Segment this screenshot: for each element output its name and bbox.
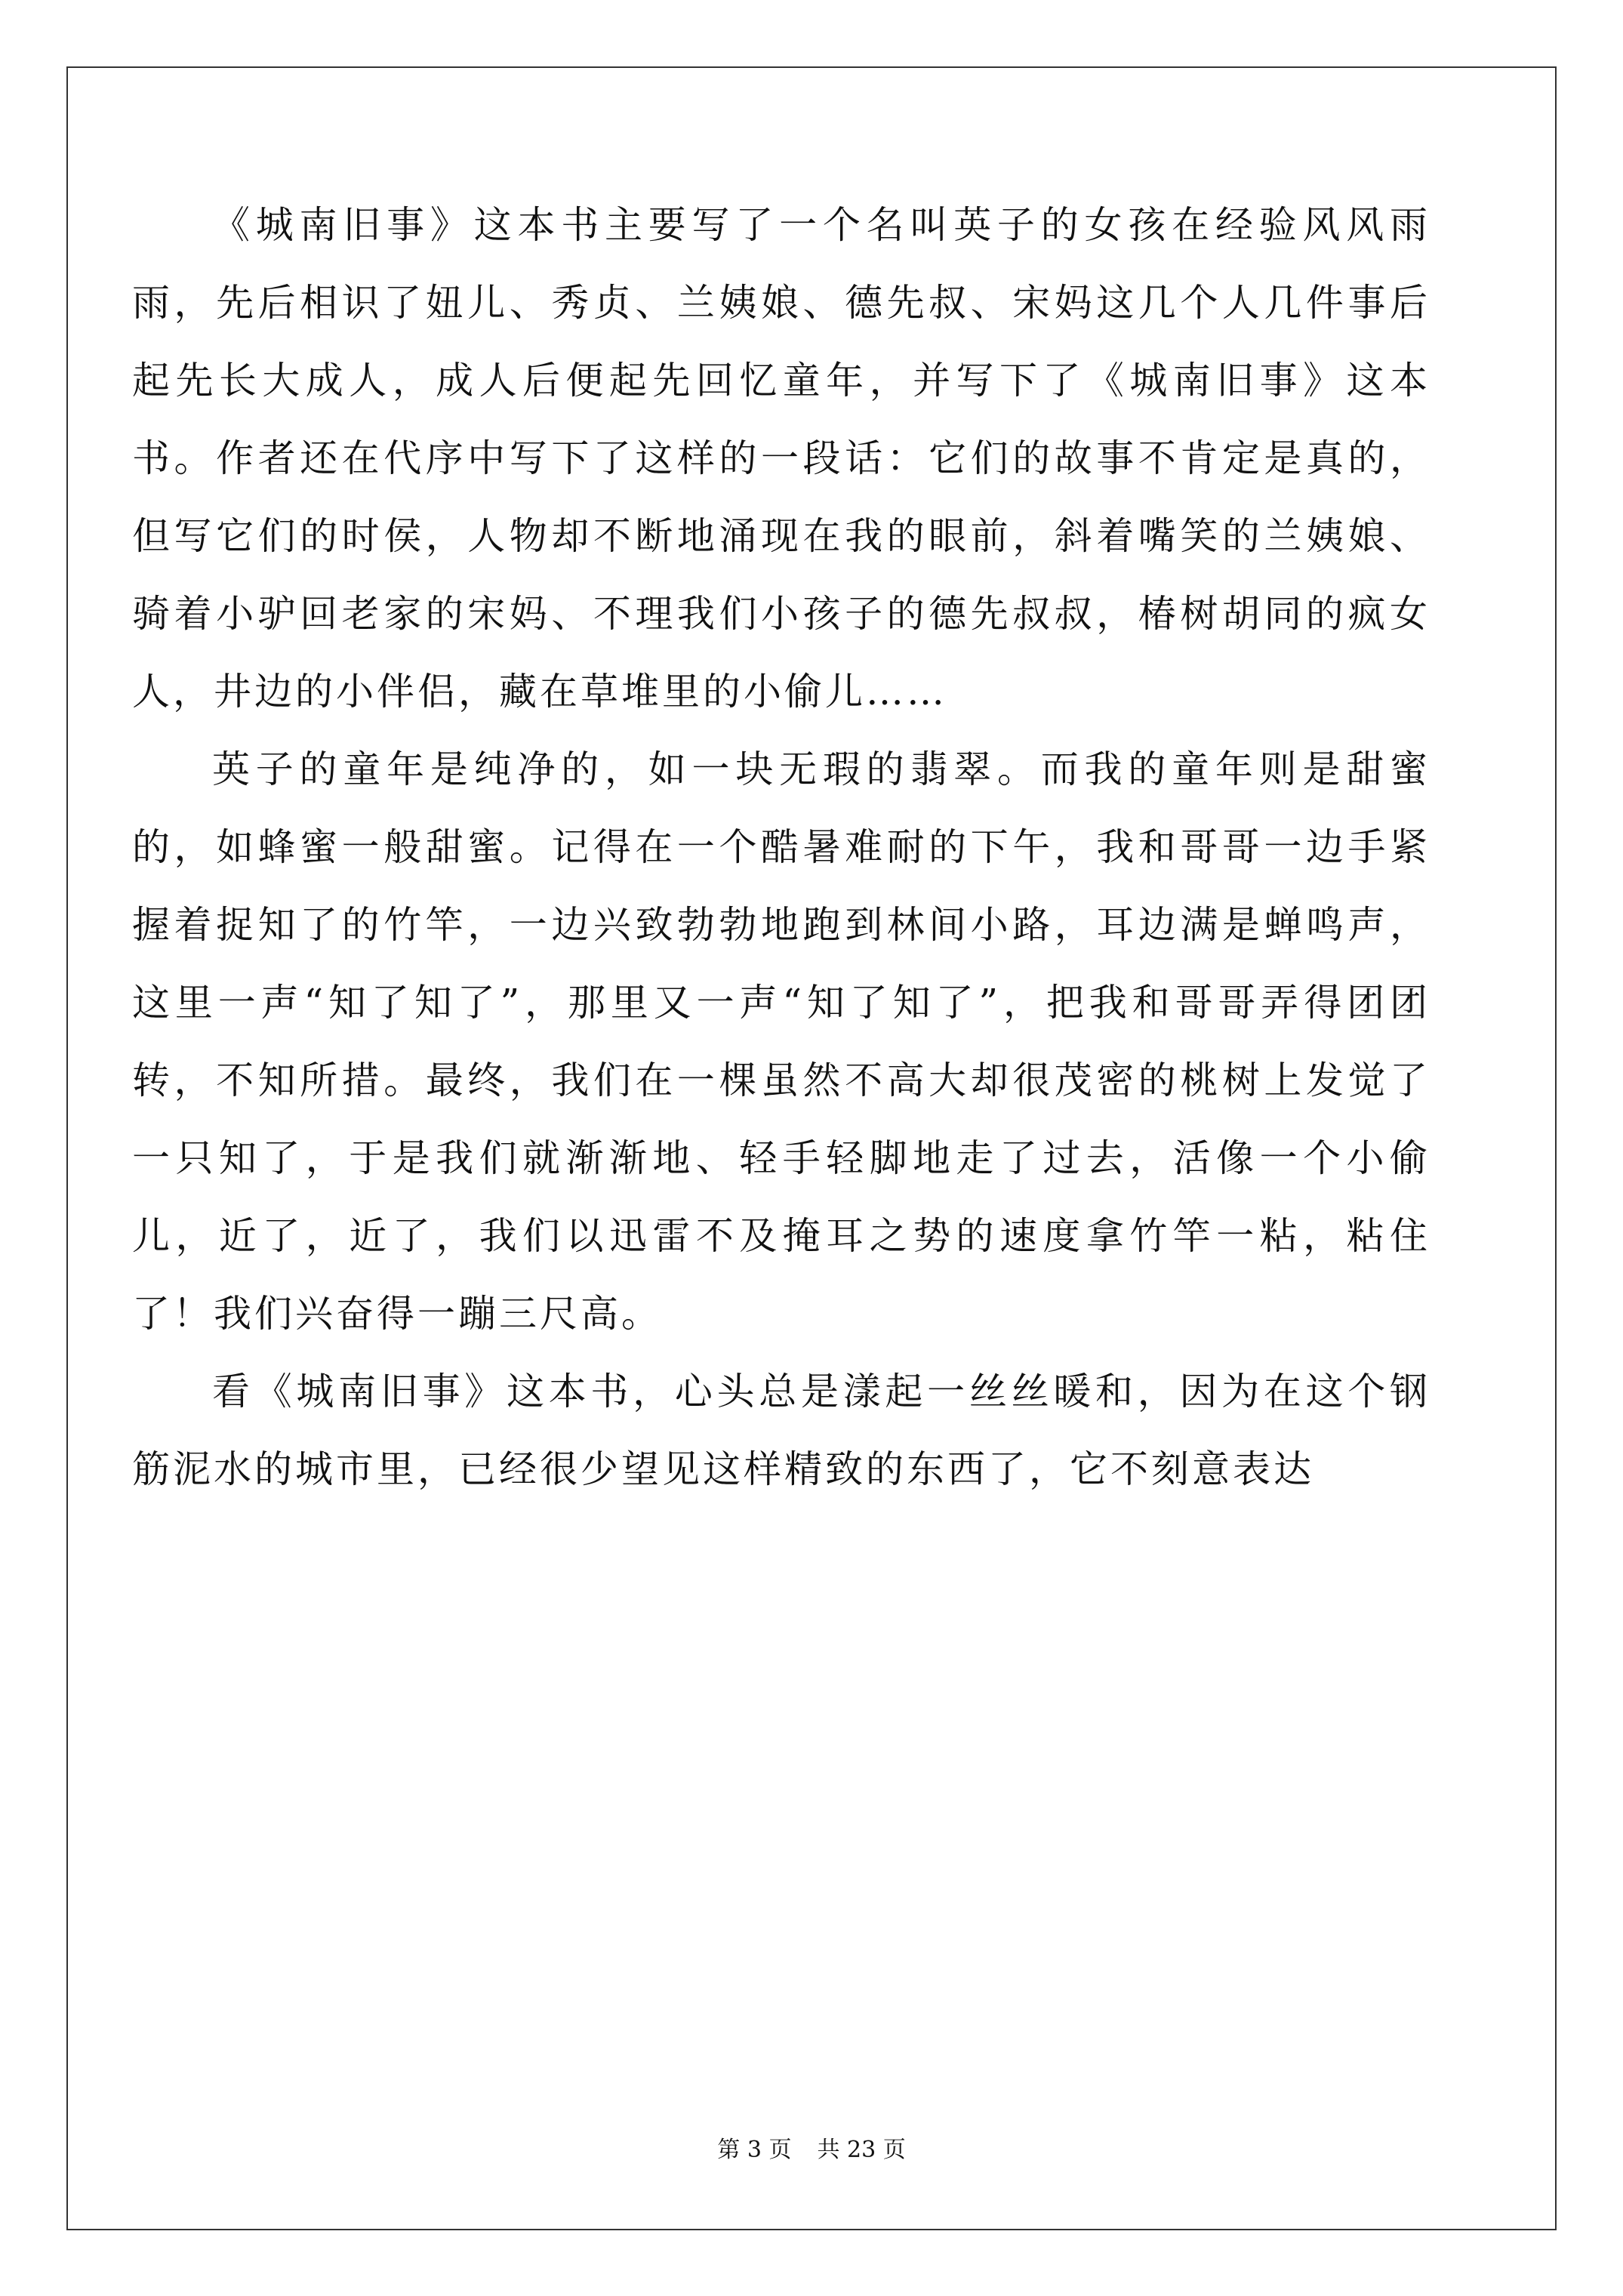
document-body: [132, 186, 1431, 1509]
paragraph-3: 看《城南旧事》这本书，心头总是漾起一丝丝暖和，因为在这个钢筋泥水的城市里，已经很少望见这样精致的东西了，它不刻意表达: [132, 1370, 1431, 1491]
paragraph-1: 《城南旧事》这本书主要写了一个名叫英子的女孩在经验风风雨雨，先后相识了妞儿、秀贞、兰姨娘、德先叔、宋妈这几个人几件事后起先长大成人，成人后便起先回忆童年，并写下了《城南旧事》这本书。作者还在代序中写下了这样的一段话：它们的故事不肯定是真的，但写它们的时侯，人物却不断地涌现在我的眼前，斜着嘴笑的兰姨娘、骑着小驴回老家的宋妈、不理我们小孩子的德先叔叔，椿树胡同的疯女人，井边的小伴侣，藏在草堆里的小偷儿……: [132, 203, 1431, 713]
total-page-count: 共 23 页: [817, 2137, 906, 2163]
paragraph-2: 英子的童年是纯净的，如一块无瑕的翡翠。而我的童年则是甜蜜的，如蜂蜜一般甜蜜。记得在一个酷暑难耐的下午，我和哥哥一边手紧握着捉知了的竹竿，一边兴致勃勃地跑到林间小路，耳边满是蝉鸣声，这里一声“知了知了”，那里又一声“知了知了”，把我和哥哥弄得团团转，不知所措。最终，我们在一棵虽然不高大却很茂密的桃树上发觉了一只知了，于是我们就渐渐地、轻手轻脚地走了过去，活像一个小偷儿，近了，近了，我们以迅雷不及掩耳之势的速度拿竹竿一粘，粘住了！我们兴奋得一蹦三尺高。: [132, 747, 1431, 1336]
page-footer: [0, 2135, 1623, 2165]
current-page-number: 第 3 页: [717, 2137, 792, 2163]
